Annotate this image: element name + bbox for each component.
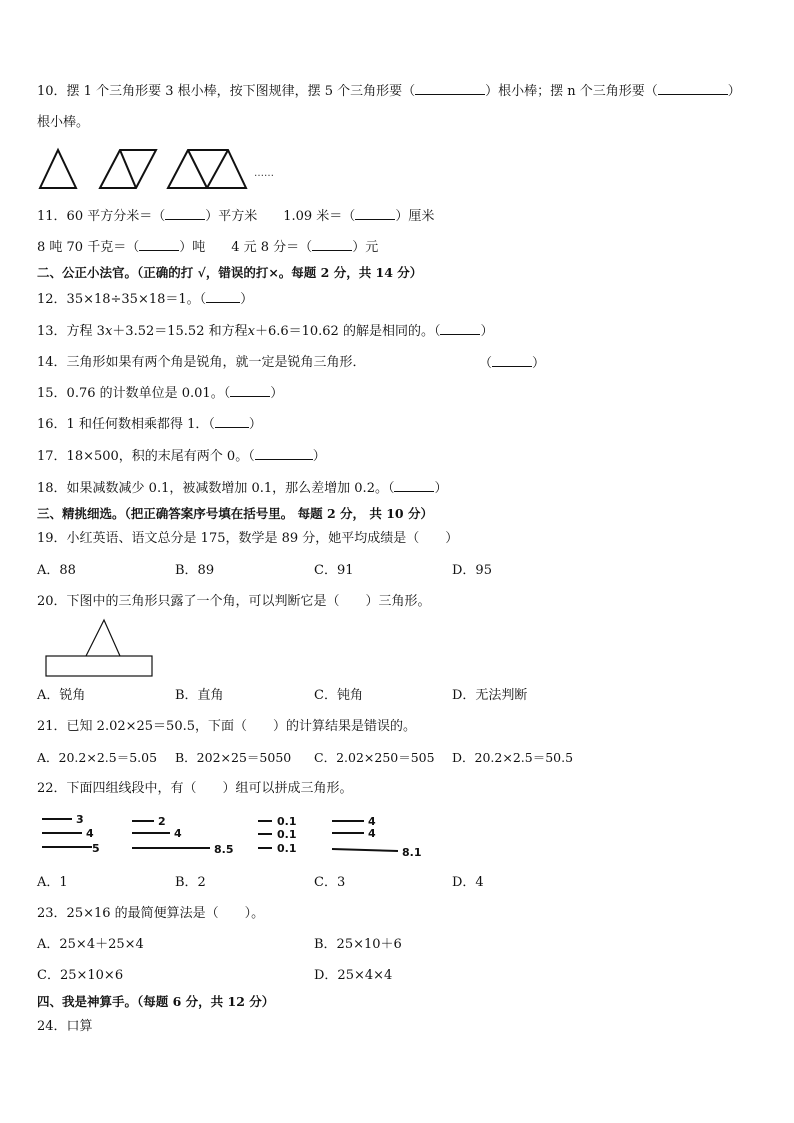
q23-option-b[interactable]: B．25×10＋6 (314, 937, 402, 952)
q15: 15．0.76 的计数单位是 0.01。（ ） (37, 386, 284, 401)
q19-option-d[interactable]: D．95 (452, 563, 492, 578)
ellipsis-text: …… (254, 168, 274, 179)
segment-label: 4 (368, 815, 376, 828)
answer-blank[interactable] (230, 384, 270, 397)
q23-option-a[interactable]: A．25×4＋25×4 (37, 937, 144, 952)
q18: 18．如果减数减少 0.1，被减数增加 0.1，那么差增加 0.2。（ ） (37, 481, 448, 496)
segment-label: 3 (76, 813, 84, 826)
q24: 24．口算 (37, 1019, 93, 1034)
q14-answer: （ ） (479, 356, 546, 371)
answer-blank[interactable] (440, 322, 480, 335)
q21-option-b[interactable]: B．202×25＝5050 (175, 750, 292, 765)
segment-label: 4 (368, 827, 376, 840)
answer-blank[interactable] (492, 354, 532, 367)
q21-option-c[interactable]: C．2.02×250＝505 (314, 750, 435, 765)
segment-label: 0.1 (277, 815, 297, 828)
answer-blank[interactable] (255, 447, 313, 460)
answer-blank[interactable] (394, 479, 434, 492)
q19-option-b[interactable]: B．89 (175, 563, 215, 578)
answer-blank[interactable] (355, 207, 395, 220)
q22-option-a[interactable]: A．1 (37, 875, 68, 890)
q23-option-c[interactable]: C．25×10×6 (37, 968, 124, 983)
segment-label: 8.1 (402, 846, 422, 859)
segment-groups-figure (36, 810, 436, 860)
segment-label: 8.5 (214, 843, 234, 856)
triangle-pattern-figure (36, 146, 296, 192)
section-4-heading: 四、我是神算手。（每题 6 分，共 12 分） (37, 994, 275, 1009)
segment-label: 0.1 (277, 842, 297, 855)
covering-rectangle (46, 656, 152, 676)
q22-stem: 22．下面四组线段中，有（ ）组可以拼成三角形。 (37, 781, 353, 796)
q10-line2: 根小棒。 (37, 115, 90, 130)
hidden-triangle-figure (44, 617, 156, 679)
q21-option-a[interactable]: A．20.2×2.5＝5.05 (37, 750, 158, 765)
q21-option-d[interactable]: D．20.2×2.5＝50.5 (452, 750, 574, 765)
q22-option-c[interactable]: C．3 (314, 875, 346, 890)
answer-blank[interactable] (139, 238, 179, 251)
q22-option-b[interactable]: B．2 (175, 875, 206, 890)
q23-stem: 23．25×16 的最简便算法是（ ）。 (37, 906, 265, 921)
q20-option-d[interactable]: D．无法判断 (452, 688, 528, 703)
q19-option-a[interactable]: A．88 (37, 563, 76, 578)
segment-label: 5 (92, 842, 100, 855)
segment (332, 849, 398, 851)
q17: 17．18×500，积的末尾有两个 0。（ ） (37, 449, 326, 464)
q19-stem: 19．小红英语、语文总分是 175，数学是 89 分，她平均成绩是（ ） (37, 531, 459, 546)
q20-option-c[interactable]: C．钝角 (314, 688, 363, 703)
q10-line1: 10．摆 1 个三角形要 3 根小棒，按下图规律，摆 5 个三角形要（ ）根小棒；摆 n 个三角形要（ ） (37, 84, 741, 99)
answer-blank[interactable] (312, 238, 352, 251)
answer-blank[interactable] (206, 290, 240, 303)
q19-option-c[interactable]: C．91 (314, 563, 354, 578)
exposed-angle (86, 620, 120, 656)
answer-blank[interactable] (215, 415, 249, 428)
pattern-one-triangle (40, 150, 76, 188)
q11-line1: 11．60 平方分米＝（ ）平方米 1.09 米＝（ ）厘米 (37, 209, 435, 224)
q16: 16．1 和任何数相乘都得 1．（ ） (37, 417, 262, 432)
q13: 13．方程 3x＋3.52＝15.52 和方程x＋6.6＝10.62 的解是相同的。（ ） (37, 324, 494, 339)
segment-label: 0.1 (277, 828, 297, 841)
q20-stem: 20．下图中的三角形只露了一个角，可以判断它是（ ）三角形。 (37, 594, 431, 609)
segment-label: 4 (86, 827, 94, 840)
q22-option-d[interactable]: D．4 (452, 875, 484, 890)
q20-option-b[interactable]: B．直角 (175, 688, 224, 703)
segment-label: 2 (158, 815, 166, 828)
section-3-heading: 三、精挑细选。（把正确答案序号填在括号里。 每题 2 分， 共 10 分） (37, 506, 433, 521)
q14: 14．三角形如果有两个角是锐角，就一定是锐角三角形． (37, 355, 366, 370)
answer-blank[interactable] (658, 82, 728, 95)
q21-stem: 21．已知 2.02×25＝50.5，下面（ ）的计算结果是错误的。 (37, 719, 416, 734)
answer-blank[interactable] (415, 82, 485, 95)
segment-label: 4 (174, 827, 182, 840)
q23-option-d[interactable]: D．25×4×4 (314, 968, 393, 983)
pattern-three-triangles (168, 150, 246, 188)
q11-line2: 8 吨 70 千克＝（ ）吨 4 元 8 分＝（ ）元 (37, 240, 379, 255)
q20-option-a[interactable]: A．锐角 (37, 688, 86, 703)
q12: 12．35×18÷35×18＝1。（ ） (37, 292, 254, 307)
answer-blank[interactable] (165, 207, 205, 220)
section-2-heading: 二、公正小法官。（正确的打 √，错误的打×。每题 2 分，共 14 分） (37, 265, 423, 280)
